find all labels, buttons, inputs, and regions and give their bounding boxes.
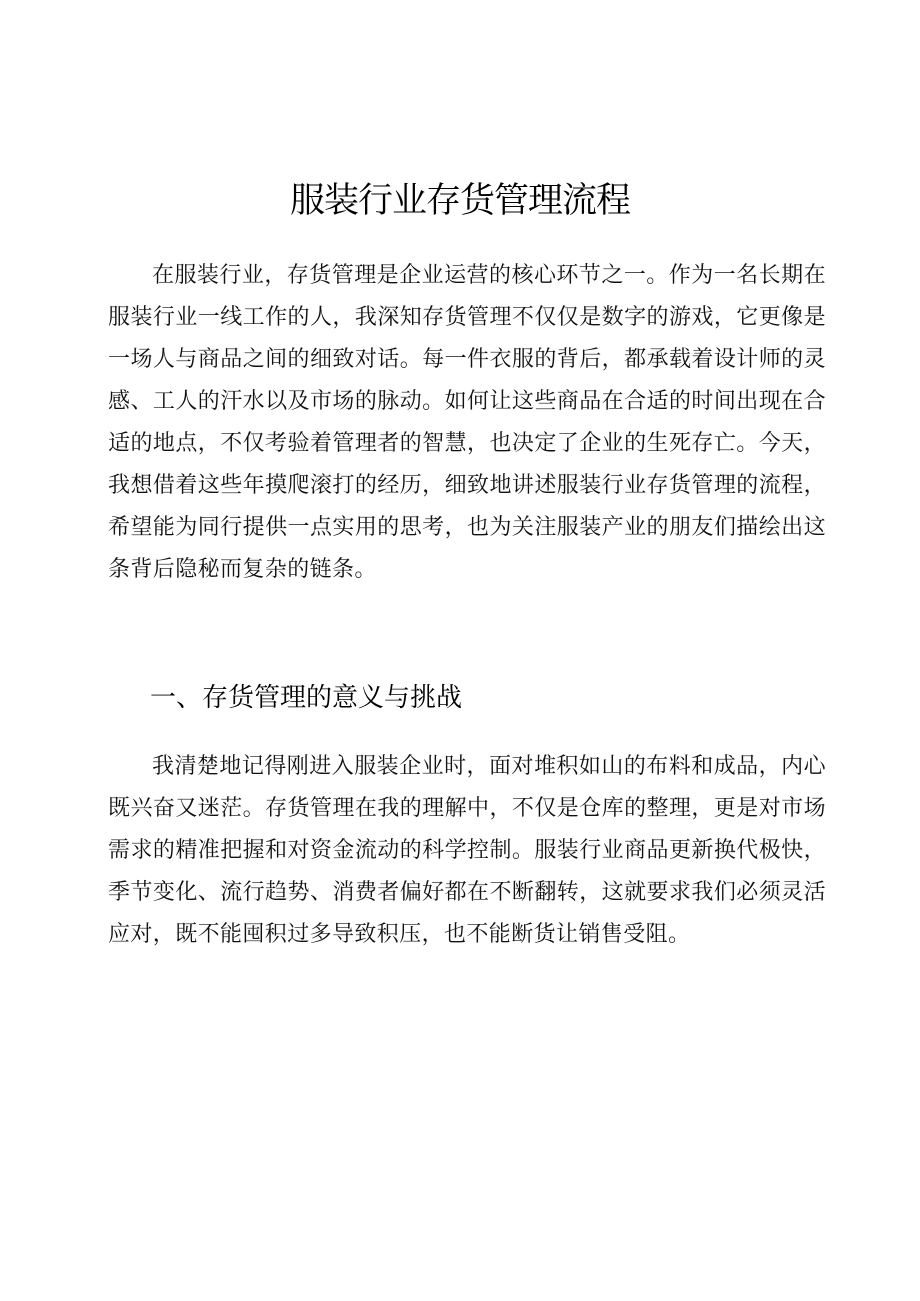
section-paragraph: 我清楚地记得刚进入服装企业时，面对堆积如山的布料和成品，内心既兴奋又迷茫。存货管理在我的理解中，不仅是仓库的整理，更是对市场需求的精准把握和对资金流动的科学控制。服装行业商品更新换代极快，季节变化、流行趋势、消费者偏好都在不断翻转，这就要求我们必须灵活应对，既不能囤积过多导致积压，也不能断货让销售受阻。 <box>108 754 826 947</box>
section-heading: 一、存货管理的意义与挑战 <box>150 683 463 713</box>
intro-paragraph: 在服装行业，存货管理是企业运营的核心环节之一。作为一名长期在服装行业一线工作的人，我深知存货管理不仅仅是数字的游戏，它更像是一场人与商品之间的细致对话。每一件衣服的背后，都承载着设计师的灵感、工人的汗水以及市场的脉动。如何让这些商品在合适的时间出现在合适的地点，不仅考验着管理者的智慧，也决定了企业的生死存亡。今天，我想借着这些年摸爬滚打的经历，细致地讲述服装行业存货管理的流程，希望能为同行提供一点实用的思考，也为关注服装产业的朋友们描绘出这条背后隐秘而复杂的链条。 <box>108 263 826 582</box>
document-title: 服装行业存货管理流程 <box>289 181 630 221</box>
